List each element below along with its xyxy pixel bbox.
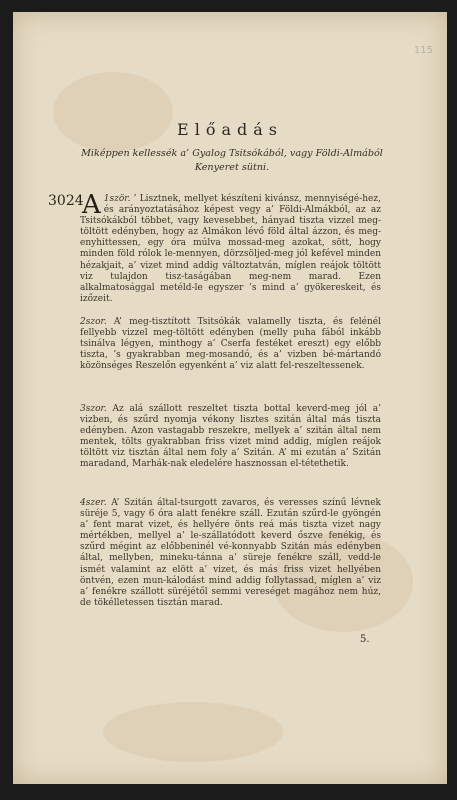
paragraph-text: A’ meg-tisztított Tsitsókák valamelly tiszta, és felénél fellyebb vizzel meg-töltött edényben (melly puha fából inkább tsinálva légyen, minthogy a’ Cserfa festéket ereszt) egy előbb tiszta, ’s gyakrabban meg-mosandó, és a’ vizben bé-mártandó közönséges Reszelőn egyenként a’ viz alatt fel-reszeltessenek.	[80, 317, 381, 372]
paper-stain	[103, 702, 283, 762]
paragraph-text: ’ Lisztnek, mellyet készíteni kivánsz, mennyiségé-hez, és arányoztatásához képest vegy a’ Földi-Almákból, az az Tsitsókákból többet, vagy kevesebbet, hányad tiszta vizzel meg-töltött edényben, hogy az Almákon lévő föld által ázzon, és meg-enyhittessen, egy óra múlva mossad-meg azokat, sött, hogy minden föld rólok le-mennyen, dörzsöljed-meg jól kefével minden hézakjait, a’ vizet mind addig változtatván, míglen reájok töltött viz tulajdon tisz-taságában meg-nem marad. Ezen alkalmatosággal metéld-le egyszer ’s mind a’ gyökereskeit, és izőzeit.	[80, 194, 381, 304]
paragraph-number: 1ször.	[103, 194, 131, 204]
page-subtitle: Miképpen kellessék a’ Gyalog Tsitsókából, vagy Földi-Almából Kenyeret sütni.	[81, 148, 383, 173]
paragraph-text: Az alá szállott reszeltet tiszta bottal keverd-meg jól a’ vizben, és szűrd nyomja vékony lisztes szitán által más tiszta edényben. Azon vastagabb reszekre, mellyek a’ szitán által nem mentek, tölts gyakrabban friss vizet mind addig, míglen reájok töltött viz tisztán által nem foly a’ Szitán. A’ mi ezután a’ Szitán maradand, Marhák-nak eledelére hasznossan el-tétethetik.	[80, 404, 381, 470]
drop-cap: A	[82, 190, 101, 220]
paragraph-number: 2szor.	[80, 317, 107, 327]
paper-stain	[53, 72, 173, 152]
paragraph-4	[80, 498, 381, 609]
paragraph-3	[80, 404, 381, 471]
paragraph-number: 3szor.	[80, 404, 107, 414]
document-page	[13, 12, 447, 784]
paragraph-2	[80, 317, 381, 372]
folio-number: 115	[413, 45, 433, 56]
paragraph-text: A’ Szitán által-tsurgott zavaros, és veresses színű lévnek süréje 5, vagy 6 óra alatt fenékre száll. Ezután szűrd-le gyöngén a’ fent marat vizet, és hellyére önts reá más tiszta vizet nagy mértékben, mellyel a’ le-szállatódott keverd őszve fenékig, és szűrd mégint az előbbeninél vé-konnyabb Szitán más edényben által, mellyben, mineku-tánna a’ süreje fenékre száll, vedd-le ismét valamint az elött a’ vizet, és más friss vizet hellyében öntvén, ezen mun-kálodást mind addig follytassad, míglen a’ viz a’ fenékre szállott süréjétől semmi vereséget magához nem húz, de tökélletessen tisztán marad.	[80, 498, 381, 608]
page-number: 5.	[360, 634, 370, 645]
page-title: Előadás	[177, 120, 283, 139]
paragraph-number: 4szer.	[80, 498, 107, 508]
margin-number: 3024	[48, 193, 84, 209]
paragraph-1	[80, 190, 381, 305]
